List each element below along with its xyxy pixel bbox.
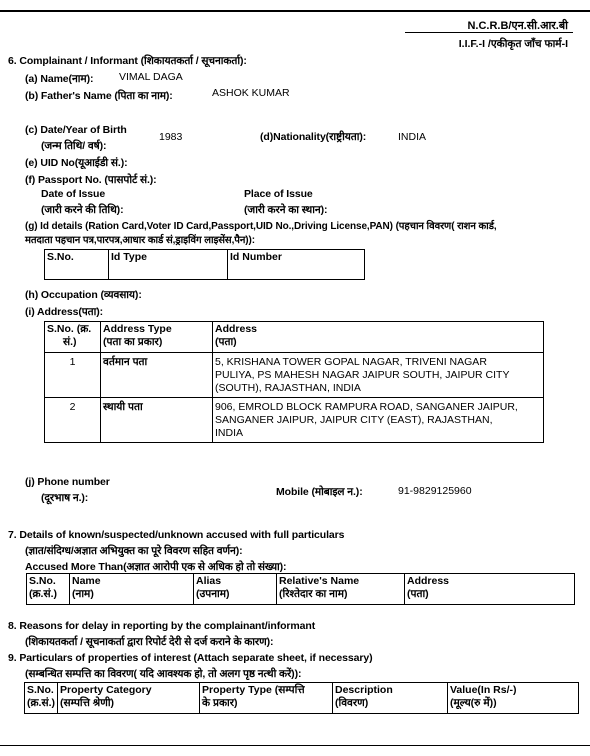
property-col-type	[200, 683, 333, 714]
id-col-number: Id Number	[228, 250, 365, 280]
dob-value: 1983	[159, 131, 183, 143]
id-details-label: (g) Id details (Ration Card,Voter ID Card,Passport,UID No.,Driving License,PAN) (पहचान विवरण( राशन कार्ड,	[25, 221, 497, 232]
dob-label-hindi: (जन्म तिथि/ वर्ष):	[41, 140, 107, 152]
id-details-table	[44, 249, 365, 280]
place-of-issue-label: Place of Issue	[244, 188, 313, 200]
section-8-title: 8. Reasons for delay in reporting by the complainant/informant	[8, 620, 316, 632]
accused-col-alias	[194, 574, 277, 605]
accused-col-sno	[27, 574, 70, 605]
section-9-title: 9. Particulars of properties of interest (Attach separate sheet, if necessary)	[8, 652, 373, 664]
uid-label: (e) UID No(यूआईडी सं.):	[25, 157, 128, 169]
property-col-sno-en: S.No.	[27, 684, 54, 696]
property-col-description-en: Description	[335, 684, 393, 696]
mobile-value: 91-9829125960	[398, 485, 472, 497]
id-details-label-hindi: मतदाता पहचान पत्र,पारपत्र,आधार कार्ड सं,ड्राइविंग लाइसेंस,पैन)):	[25, 235, 255, 246]
addr-col-type-en: Address Type	[103, 323, 172, 335]
form-header: I.I.F.-I /एकीकृत जाँच फार्म-I	[458, 38, 568, 50]
accused-col-address-hi: (पता)	[407, 588, 429, 600]
accused-col-sno-hi: (क्र.सं.)	[29, 588, 57, 600]
passport-label: (f) Passport No. (पासपोर्ट सं.):	[25, 174, 157, 186]
addr-col-sno-hi: सं.)	[63, 336, 77, 348]
accused-col-address-en: Address	[407, 575, 450, 587]
accused-col-address	[405, 574, 575, 605]
addr-row-address	[213, 398, 544, 443]
addr-line: SANGANER JAIPUR, JAIPUR CITY (EAST), RAJASTHAN,	[215, 414, 493, 426]
date-of-issue-label-hindi: (जारी करने की तिथि):	[41, 204, 124, 216]
father-name-label: (b) Father's Name (पिता का नाम):	[25, 90, 173, 102]
accused-col-sno-en: S.No.	[29, 575, 56, 587]
addr-col-sno-en: S.No. (क्र.	[47, 323, 92, 335]
header-divider	[405, 32, 573, 33]
property-col-description	[333, 683, 448, 714]
property-col-sno-hi: (क्र.सं.)	[27, 697, 55, 709]
nationality-value: INDIA	[398, 131, 427, 143]
phone-label-hindi: (दूरभाष न.):	[41, 492, 89, 504]
property-col-value	[448, 683, 579, 714]
accused-col-relative-hi: (रिश्तेदार का नाम)	[279, 588, 348, 600]
addr-row-sno: 1	[45, 353, 101, 398]
id-col-sno: S.No.	[45, 250, 109, 280]
accused-col-relative-en: Relative's Name	[279, 575, 360, 587]
accused-col-relative	[277, 574, 405, 605]
father-name-value: ASHOK KUMAR	[212, 87, 290, 99]
occupation-label: (h) Occupation (व्यवसाय):	[25, 289, 142, 301]
table-row	[45, 353, 544, 398]
addr-col-address-en: Address	[215, 323, 258, 335]
section-7-title: 7. Details of known/suspected/unknown accused with full particulars	[8, 529, 345, 541]
id-col-type: Id Type	[109, 250, 228, 280]
place-of-issue-label-hindi: (जारी करने का स्थान):	[244, 204, 328, 216]
phone-label: (j) Phone number	[25, 476, 110, 488]
addr-row-type: स्थायी पता	[101, 398, 213, 443]
accused-table	[26, 573, 575, 605]
address-table	[44, 321, 544, 443]
name-label: (a) Name(नाम):	[25, 73, 94, 85]
name-value: VIMAL DAGA	[119, 71, 183, 83]
property-col-value-hi: (मूल्य(रु में))	[450, 697, 497, 709]
section-6-title: 6. Complainant / Informant (शिकायतकर्ता / सूचनाकर्ता):	[8, 55, 247, 67]
addr-row-address	[213, 353, 544, 398]
property-col-type-en: Property Type (सम्पत्ति	[202, 684, 305, 696]
property-col-type-hi: के प्रकार)	[202, 697, 238, 709]
addr-line: INDIA	[215, 427, 244, 439]
dob-label: (c) Date/Year of Birth	[25, 124, 127, 136]
addr-col-sno	[45, 322, 101, 353]
addr-line: 5, KRISHANA TOWER GOPAL NAGAR, TRIVENI NAGAR	[215, 356, 487, 368]
accused-col-alias-hi: (उपनाम)	[196, 588, 230, 600]
section-7-title-hindi: (ज्ञात/संदिग्ध/अज्ञात अभियुक्त का पूरे विवरण सहित वर्णन):	[25, 545, 243, 557]
property-table	[24, 682, 579, 714]
accused-col-name	[70, 574, 194, 605]
property-col-category	[58, 683, 200, 714]
addr-line: (SOUTH), RAJASTHAN, INDIA	[215, 382, 361, 394]
accused-col-name-en: Name	[72, 575, 101, 587]
table-row	[45, 398, 544, 443]
addr-row-type: वर्तमान पता	[101, 353, 213, 398]
addr-col-type	[101, 322, 213, 353]
accused-col-alias-en: Alias	[196, 575, 222, 587]
mobile-label: Mobile (मोबाइल न.):	[276, 486, 363, 498]
addr-col-address-hi: (पता)	[215, 336, 237, 348]
address-label: (i) Address(पता):	[25, 306, 104, 318]
property-col-description-hi: (विवरण)	[335, 697, 369, 709]
addr-col-type-hi: (पता का प्रकार)	[103, 336, 163, 348]
section-9-title-hindi: (सम्बन्धित सम्पत्ति का विवरण( यदि आवश्यक हो, तो अलग पृष्ठ नत्थी करें)):	[25, 668, 302, 680]
property-col-sno	[25, 683, 58, 714]
addr-row-sno: 2	[45, 398, 101, 443]
nationality-label: (d)Nationality(राष्ट्रीयता):	[260, 131, 367, 143]
bottom-rule	[0, 745, 590, 746]
property-col-category-en: Property Category	[60, 684, 152, 696]
top-rule	[0, 10, 590, 12]
addr-col-address	[213, 322, 544, 353]
date-of-issue-label: Date of Issue	[41, 188, 106, 200]
ncrb-header: N.C.R.B/एन.सी.आर.बी	[467, 20, 568, 32]
addr-line: PULIYA, PS MAHESH NAGAR JAIPUR SOUTH, JAIPUR CITY	[215, 369, 510, 381]
property-col-value-en: Value(In Rs/-)	[450, 684, 517, 696]
accused-col-name-hi: (नाम)	[72, 588, 94, 600]
property-col-category-hi: (सम्पत्ति श्रेणी)	[60, 697, 115, 709]
accused-more-than-label: Accused More Than(अज्ञात आरोपी एक से अधिक हो तो संख्या):	[25, 561, 287, 573]
section-8-title-hindi: (शिकायतकर्ता / सूचनाकर्ता द्वारा रिपोर्ट देरी से दर्ज कराने के कारण):	[25, 636, 274, 648]
addr-line: 906, EMROLD BLOCK RAMPURA ROAD, SANGANER JAIPUR,	[215, 401, 518, 413]
